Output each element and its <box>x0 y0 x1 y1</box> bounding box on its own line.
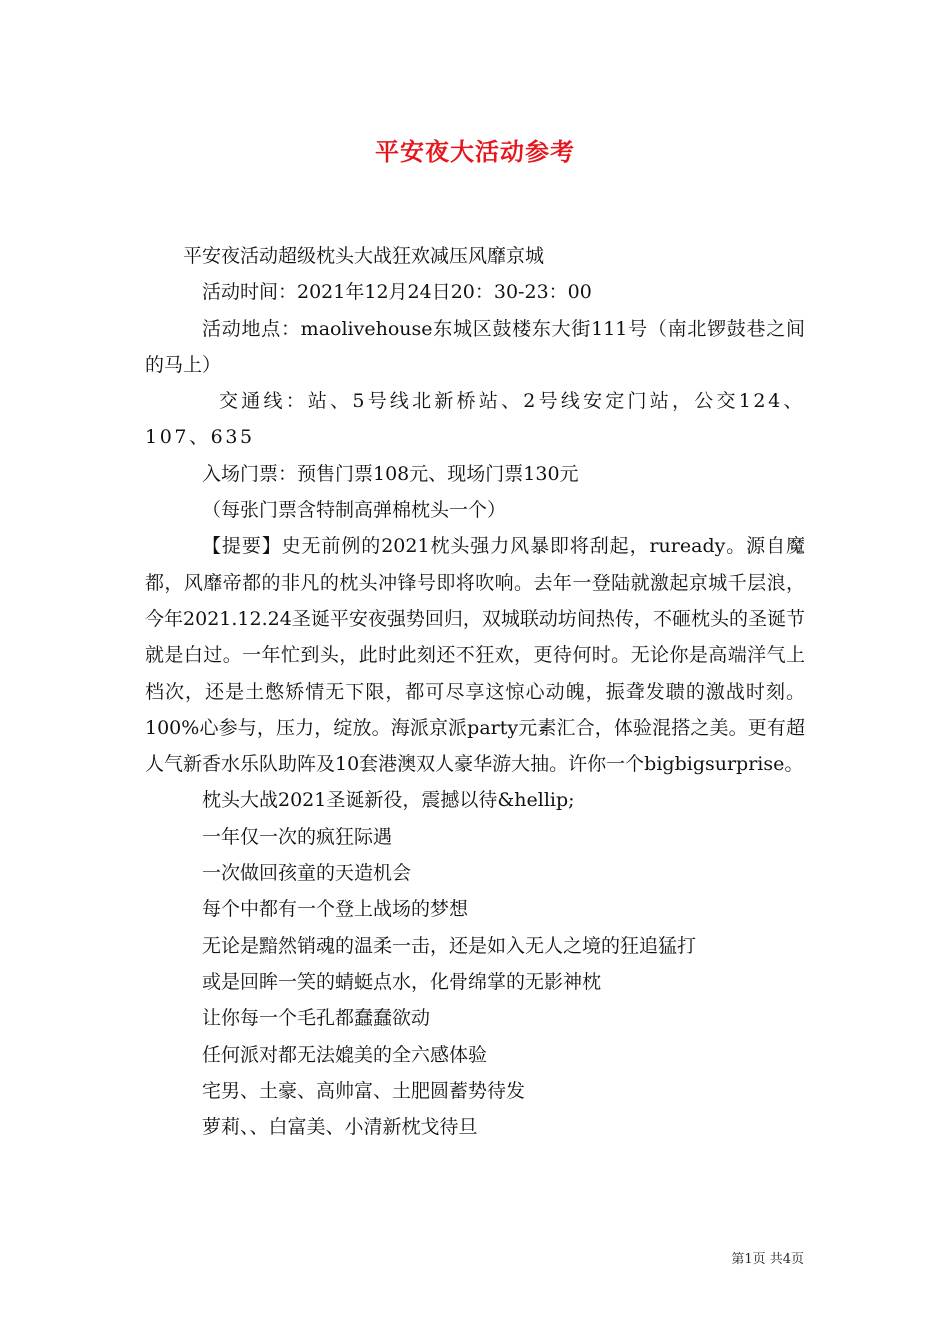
paragraph-event-location: 活动地点：maolivehouse东城区鼓楼东大街111号（南北锣鼓巷之间的马上） <box>145 317 805 376</box>
page-number: 第1页 共4页 <box>731 1252 804 1267</box>
paragraph-summary: 【提要】史无前例的2021枕头强力风暴即将刮起，ruready。源自魔都，风靡帝都的非凡的枕头冲锋号即将吹响。去年一登陆就激起京城千层浪，今年2021.12.24圣诞平安夜强势回归，双城联动坊间热传，不砸枕头的圣诞节就是白过。一年忙到头，此时此刻还不狂欢，更待何时。无论你是高端洋气上档次，还是土憋矫情无下限，都可尽享这惊心动魄，振聋发聩的激战时刻。100%心参与，压力，绽放。海派京派party元素汇合，体验混搭之美。更有超人气新香水乐队助阵及10套港澳双人豪华游大抽。许你一个bigbigsurprise。 <box>145 535 805 776</box>
paragraph-event-time: 活动时间：2021年12月24日20：30-23：00 <box>202 281 592 304</box>
paragraph-line: 每个中都有一个登上战场的梦想 <box>202 898 469 921</box>
paragraph-line: 萝莉、、白富美、小清新枕戈待旦 <box>202 1116 478 1139</box>
paragraph-ticket-note: （每张门票含特制高弹棉枕头一个） <box>202 499 507 522</box>
paragraph-line: 让你每一个毛孔都蠢蠢欲动 <box>202 1007 431 1030</box>
paragraph-line: 枕头大战2021圣诞新役，震撼以待&hellip; <box>202 789 575 812</box>
paragraph-line: 一次做回孩童的天造机会 <box>202 862 412 885</box>
paragraph-line: 无论是黯然销魂的温柔一击，还是如入无人之境的狂追猛打 <box>202 934 697 957</box>
paragraph-line: 任何派对都无法媲美的全六感体验 <box>202 1043 488 1066</box>
paragraph-line: 或是回眸一笑的蜻蜓点水，化骨绵掌的无影神枕 <box>202 970 602 993</box>
document-title: 平安夜大活动参考 <box>375 137 575 166</box>
paragraph-line: 一年仅一次的疯狂际遇 <box>202 825 393 848</box>
paragraph-line: 宅男、土豪、高帅富、土肥圆蓄势待发 <box>202 1079 526 1102</box>
paragraph-headline: 平安夜活动超级枕头大战狂欢减压风靡京城 <box>183 245 545 267</box>
paragraph-transport: 交通线：站、5号线北新桥站、2号线安定门站，公交124、107、635 <box>145 390 805 449</box>
paragraph-tickets: 入场门票：预售门票108元、现场门票130元 <box>202 462 579 485</box>
document-body <box>145 238 805 1145</box>
